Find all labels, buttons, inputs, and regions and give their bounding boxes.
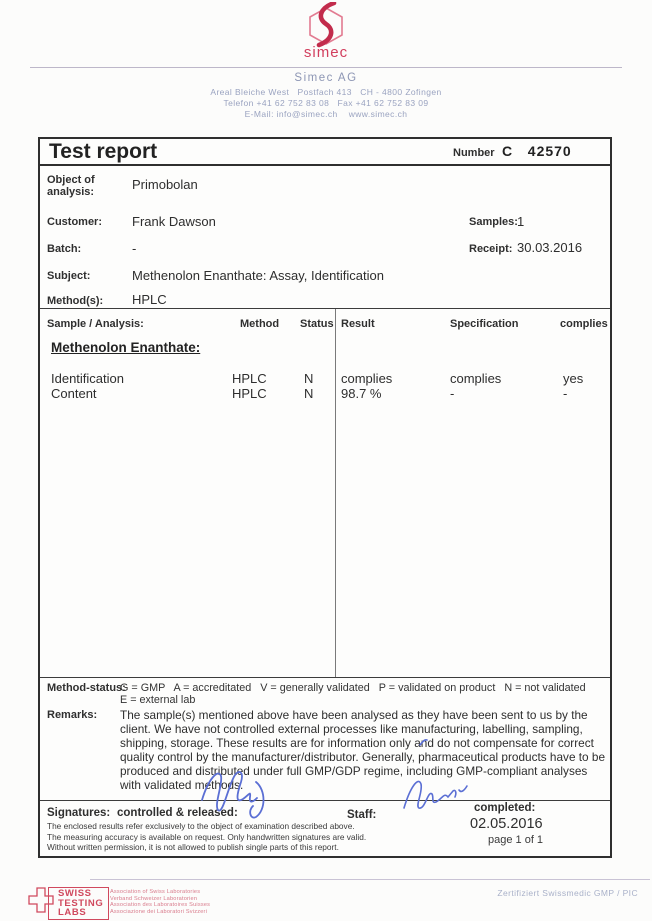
controlled-released-label: controlled & released:: [117, 807, 238, 819]
report-number: C 42570: [502, 143, 572, 159]
email-web-line: E-Mail: info@simec.ch www.simec.ch: [244, 109, 408, 119]
col-header-complies: complies: [560, 318, 608, 330]
result-cell: 98.7 %: [341, 386, 382, 401]
signatures-label: Signatures:: [47, 807, 111, 819]
completed-label: completed:: [474, 802, 536, 814]
table-column-divider: [335, 309, 336, 677]
completed-date: 02.05.2016: [470, 816, 543, 832]
specification-cell: -: [450, 386, 455, 401]
object-value: Primobolan: [132, 177, 198, 192]
method-status-label: Method-status:: [47, 682, 126, 694]
object-label: Object of analysis:: [47, 174, 95, 198]
result-cell: complies: [341, 371, 393, 386]
subject-label: Subject:: [47, 270, 91, 282]
report-title: Test report: [49, 140, 158, 163]
complies-cell: -: [563, 386, 568, 401]
receipt-label: Receipt:: [469, 243, 513, 255]
number-label: Number: [453, 147, 495, 159]
letterhead-divider: [30, 67, 622, 68]
association-names: [110, 889, 210, 915]
simec-logo-icon: [305, 2, 347, 48]
receipt-value: 30.03.2016: [517, 240, 583, 255]
methods-label: Method(s):: [47, 295, 104, 307]
remarks-label: Remarks:: [47, 709, 98, 721]
method-status-legend-2: E = external lab: [120, 694, 196, 706]
col-header-sample: Sample / Analysis:: [47, 318, 144, 330]
fine-print-line: The measuring accuracy is available on request. Only handwritten signatures are valid.: [47, 831, 367, 842]
certification-text: Zertifiziert Swissmedic GMP / PIC: [497, 888, 638, 898]
status-cell: N: [304, 386, 314, 401]
sample-group-title: Methenolon Enanthate:: [51, 340, 201, 355]
stl-wordmark-line: LABS: [58, 907, 87, 918]
customer-label: Customer:: [47, 216, 103, 228]
method-cell: HPLC: [232, 371, 267, 386]
customer-value: Frank Dawson: [132, 214, 216, 229]
swiss-testing-labs-logo: [48, 887, 109, 920]
fine-print-line: The enclosed results refer exclusively to the object of examination described above.: [47, 821, 355, 831]
analysis-cell: Content: [51, 386, 97, 401]
subject-value: Methenolon Enanthate: Assay, Identification: [132, 268, 384, 283]
col-header-specification: Specification: [450, 318, 519, 330]
complies-cell: yes: [563, 371, 584, 386]
staff-label: Staff:: [347, 809, 377, 821]
report-box: [38, 137, 612, 858]
batch-label: Batch:: [47, 243, 82, 255]
col-header-status: Status: [300, 318, 334, 330]
method-remarks-section: [40, 678, 610, 801]
remarks-text: The sample(s) mentioned above have been analysed as they have been sent to us by the client. We have not controlled external processes like manufacturing, labelling, sampling, shipping, storage. These results are for information only and do not compensate for correct quality control by the manufacturer/distributor. Generally, pharmaceutical products have to be produced and distributed under full GMP/GDP regime, including GMP-compliant analyses with validated methods.: [120, 708, 606, 792]
address-line: Areal Bleiche West Postfach 413 CH - 4800 Zofingen: [210, 87, 442, 97]
signatures-section: [40, 801, 610, 852]
analysis-cell: Identification: [51, 371, 124, 386]
status-cell: N: [304, 371, 314, 386]
specification-cell: complies: [450, 371, 502, 386]
report-info-section: [40, 166, 610, 309]
method-cell: HPLC: [232, 386, 267, 401]
results-table-section: [40, 309, 610, 678]
col-header-result: Result: [341, 318, 375, 330]
samples-label: Samples:: [469, 216, 518, 228]
stl-wordmark-line: SWISS: [58, 888, 92, 899]
association-line: Association des Laboratoires Suisses: [110, 902, 211, 908]
association-line: Association of Swiss Laboratories: [110, 889, 201, 895]
methods-value: HPLC: [132, 292, 167, 307]
logo-wordmark: simec: [303, 44, 349, 61]
association-line: Associazione dei Laboratori Svizzeri: [110, 908, 208, 915]
report-title-section: [40, 139, 610, 166]
fine-print-line: Without written permission, it is not allowed to publish single parts of this report.: [47, 842, 339, 852]
method-status-legend-1: G = GMP A = accreditated V = generally validated P = validated on product N = not validated: [120, 682, 586, 694]
col-header-method: Method: [240, 318, 280, 330]
page-number: page 1 of 1: [488, 834, 544, 846]
footer-divider: [90, 879, 650, 880]
samples-value: 1: [517, 214, 525, 229]
stl-wordmark-line: TESTING: [58, 897, 104, 909]
association-line: Verband Schweizer Laboratorien: [110, 895, 198, 902]
batch-value: -: [132, 241, 137, 256]
phone-fax-line: Telefon +41 62 752 83 08 Fax +41 62 752 83 09: [223, 98, 429, 108]
company-name: Simec AG: [294, 72, 358, 84]
